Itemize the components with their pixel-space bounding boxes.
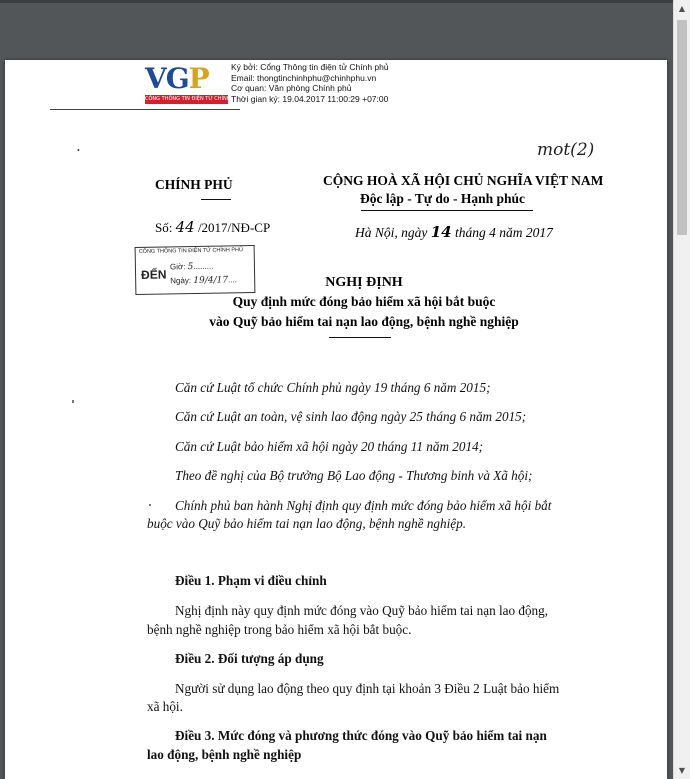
document-number: [155, 218, 270, 236]
title-line-1-text: Quy định mức đóng bảo hiểm xã hội bắt buộc: [232, 294, 496, 309]
date-prefix: Hà Nội, ngày: [355, 225, 428, 240]
motto: Độc lập - Tự do - Hạnh phúc: [360, 191, 526, 206]
vgp-logo: VGP CỔNG THÔNG TIN ĐIỆN TỬ CHÍNH PHỦ: [145, 62, 243, 102]
handwritten-note: mot(2): [537, 140, 595, 160]
stamp-den: ĐẾN: [140, 267, 167, 282]
title-line-2: [5, 314, 667, 330]
vertical-scrollbar[interactable]: [673, 0, 690, 779]
motto-underline: [361, 210, 533, 211]
stamp-ngay: Ngày: 19/4/17....: [170, 275, 237, 287]
preamble-1: Căn cứ Luật tổ chức Chính phủ ngày 19 tháng 6 năm 2015;: [175, 380, 491, 395]
article-1-line-2: bệnh nghề nghiệp trong bảo hiểm xã hội bắt buộc.: [147, 622, 412, 637]
logo-subtext: CỔNG THÔNG TIN ĐIỆN TỬ CHÍNH PHỦ: [145, 96, 243, 102]
scan-speck: [149, 504, 151, 506]
issuer: CHÍNH PHỦ: [155, 177, 233, 192]
title-underline: [329, 337, 391, 338]
preamble-4: Theo đề nghị của Bộ trưởng Bộ Lao động - Thương binh và Xã hội;: [175, 468, 533, 483]
stamp-org: CỔNG THÔNG TIN ĐIỆN TỬ CHÍNH PHỦ: [138, 247, 244, 255]
signature-email: Email: thongtinchinhphu@chinhphu.vn: [231, 72, 377, 83]
document-page: [5, 60, 667, 779]
article-2-title: Điều 2. Đối tượng áp dụng: [175, 651, 324, 666]
date-day: 14: [430, 223, 452, 241]
number-prefix: Số:: [155, 220, 173, 235]
article-1-title: Điều 1. Phạm vi điều chỉnh: [175, 573, 327, 588]
date-suffix: tháng 4 năm 2017: [455, 225, 553, 240]
preamble-5: Chính phủ ban hành Nghị định quy định mức đóng bảo hiểm xã hội bắt: [175, 498, 552, 513]
signature-agency: Cơ quan: Văn phòng Chính phủ: [231, 83, 352, 93]
decree-title: [5, 275, 667, 291]
article-1-line-1: Nghị định này quy định mức đóng vào Quỹ bảo hiểm tai nạn lao động,: [175, 603, 549, 618]
stamp-ngay-label: Ngày:: [170, 276, 192, 286]
preamble-6: buộc vào Quỹ bảo hiểm tai nạn lao động, bệnh nghề nghiệp.: [147, 516, 467, 531]
country-name: CỘNG HOÀ XÃ HỘI CHỦ NGHĨA VIỆT NAM: [323, 173, 604, 188]
issuer-underline: [201, 199, 231, 200]
viewer-top-bar: [0, 0, 690, 3]
date-line: [355, 223, 553, 241]
stamp-gio-label: Giờ:: [169, 262, 186, 272]
stamp-ngay-value: 19/4/17: [193, 275, 229, 287]
signature-time: Thời gian ký: 19.04.2017 11:00:29 +07:00: [231, 93, 389, 104]
number-handwritten: 44: [175, 218, 195, 236]
article-3-title-line-1: Điều 3. Mức đóng và phương thức đóng vào Quỹ bảo hiểm tai nạn: [175, 728, 547, 743]
preamble-3: Căn cứ Luật bảo hiểm xã hội ngày 20 tháng 11 năm 2014;: [175, 439, 484, 454]
scrollbar-thumb[interactable]: [677, 20, 687, 235]
scan-mark: •: [77, 146, 80, 155]
signed-by: Ký bởi: Cổng Thông tin điện tử Chính phủ: [231, 62, 389, 72]
scroll-down-icon[interactable]: ▼: [678, 766, 686, 775]
digital-signature: [231, 62, 389, 104]
article-2-line-1: Người sử dụng lao động theo quy định tại khoản 3 Điều 2 Luật bảo hiểm: [175, 681, 560, 696]
title-main: NGHỊ ĐỊNH: [325, 275, 403, 290]
stamp-gio: Giờ: 5.........: [169, 261, 214, 273]
article-2-line-2: xã hội.: [147, 699, 183, 714]
signature-underline: [50, 109, 240, 110]
article-3-title-line-2: lao động, bệnh nghề nghiệp: [147, 747, 302, 762]
stamp-gio-value: 5: [187, 262, 194, 273]
title-line-1: [5, 294, 667, 310]
title-line-2-text: vào Quỹ bảo hiểm tai nạn lao động, bệnh nghề nghiệp: [209, 314, 519, 329]
scroll-up-icon[interactable]: ▲: [678, 4, 686, 13]
number-suffix: /2017/NĐ-CP: [197, 220, 271, 235]
preamble-2: Căn cứ Luật an toàn, vệ sinh lao động ngày 25 tháng 6 năm 2015;: [175, 409, 527, 424]
scan-speck: [72, 400, 74, 403]
